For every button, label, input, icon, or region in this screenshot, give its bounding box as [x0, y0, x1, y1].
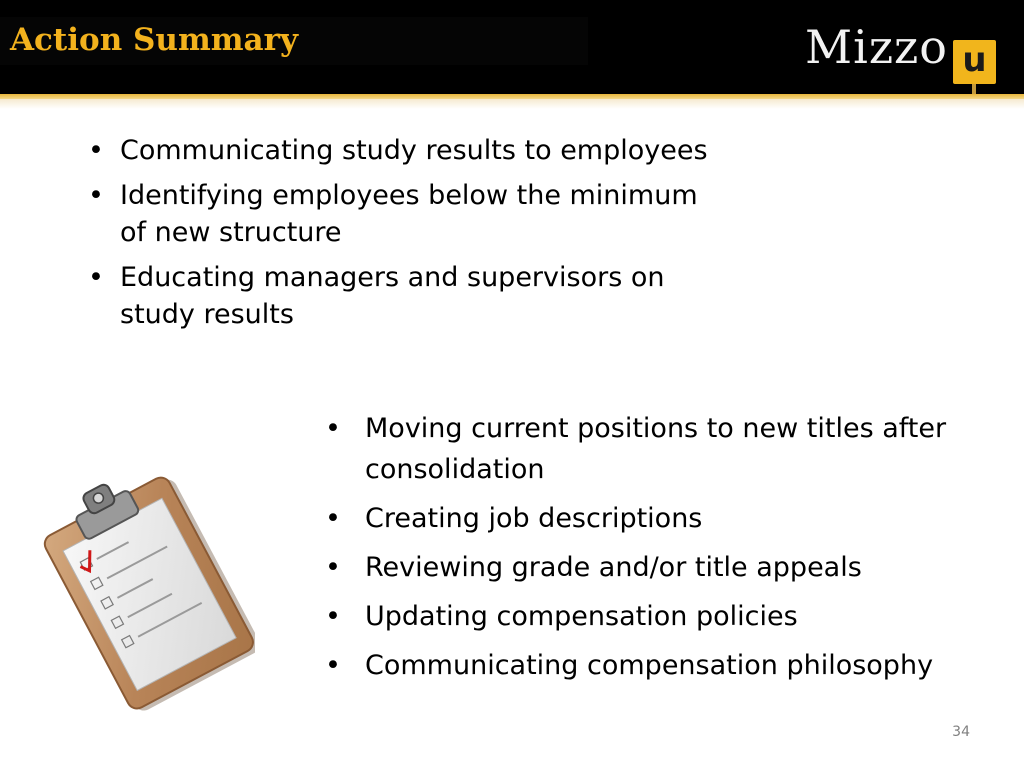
bullet-list-top — [88, 132, 708, 341]
bullet-marker: • — [325, 552, 341, 583]
bullet-marker: • — [88, 180, 104, 211]
list-item-text: Moving current positions to new titles after consolidation — [365, 413, 947, 485]
page-number: 34 — [952, 724, 970, 740]
list-item-text: Creating job descriptions — [365, 503, 703, 534]
list-item-text: Communicating study results to employees — [120, 135, 708, 166]
logo-wordmark: Mizzo — [805, 20, 948, 74]
list-item — [325, 408, 1005, 490]
list-item — [88, 177, 708, 251]
list-item-text: Updating compensation policies — [365, 601, 798, 632]
bullet-marker: • — [325, 503, 341, 534]
bullet-marker: • — [325, 601, 341, 632]
list-item-text: Reviewing grade and/or title appeals — [365, 552, 862, 583]
bullet-marker: • — [88, 135, 104, 166]
list-item — [88, 132, 708, 169]
bullet-list-bottom — [325, 408, 1005, 694]
bullet-marker: • — [325, 413, 341, 444]
list-item — [325, 547, 1005, 588]
list-item — [325, 645, 1005, 686]
logo-badge — [953, 40, 996, 84]
bullet-marker: • — [325, 650, 341, 681]
header-gold-fade — [0, 99, 1024, 109]
mizzou-logo — [805, 22, 1005, 98]
bullet-marker: • — [88, 262, 104, 293]
list-item — [325, 596, 1005, 637]
clipboard-checklist-icon — [35, 465, 255, 715]
list-item-text: Educating managers and supervisors on study results — [120, 262, 665, 330]
list-item-text: Identifying employees below the minimum of new structure — [120, 180, 698, 248]
list-item — [88, 259, 708, 333]
list-item-text: Communicating compensation philosophy — [365, 650, 934, 681]
logo-badge-letter: u — [962, 40, 987, 80]
list-item — [325, 498, 1005, 539]
slide-title: Action Summary — [10, 22, 298, 58]
